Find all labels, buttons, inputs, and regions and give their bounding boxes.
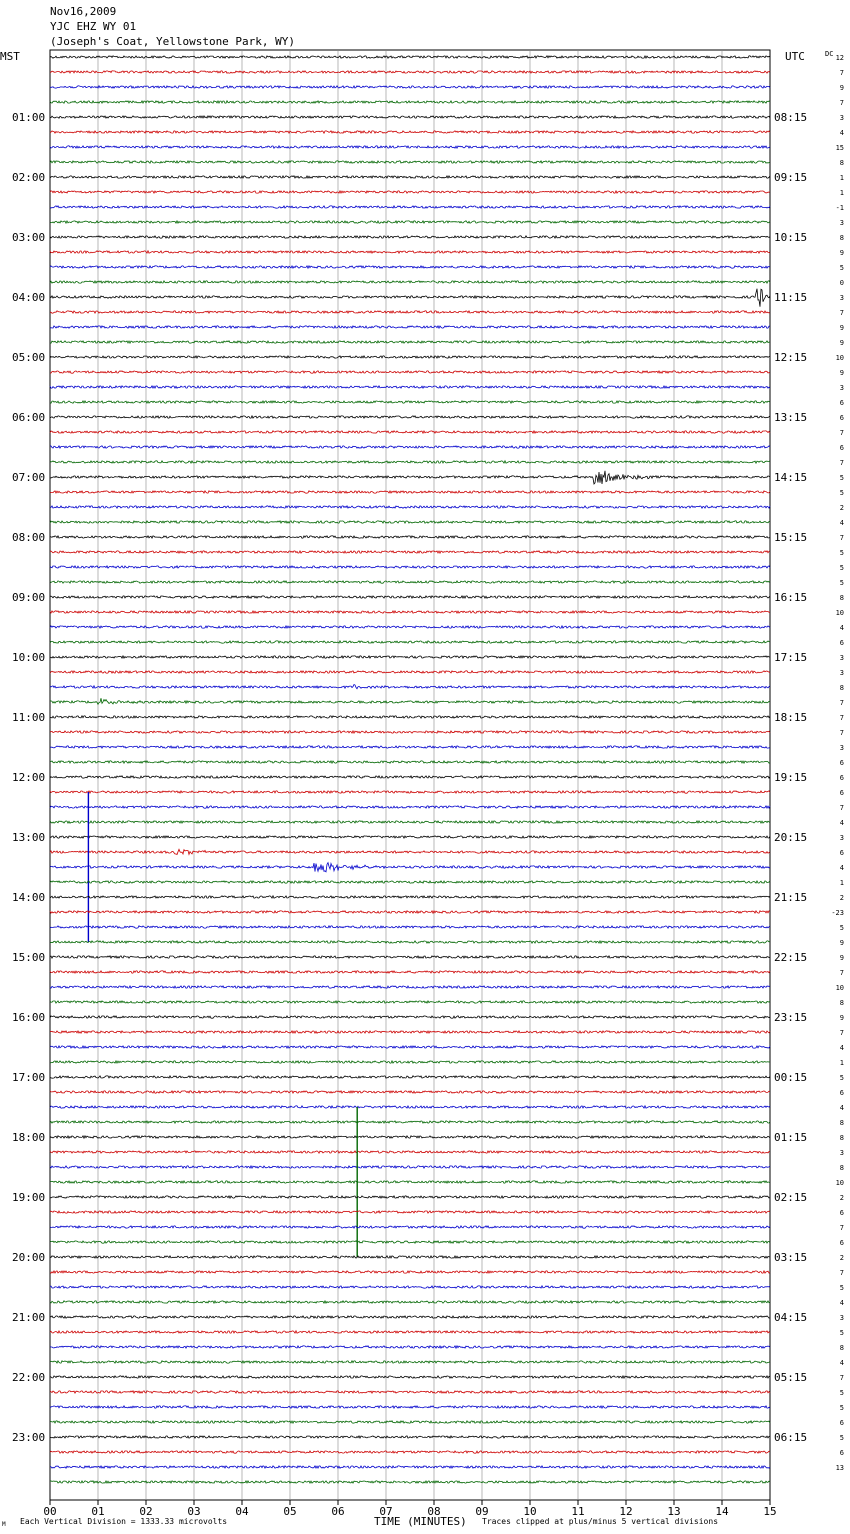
dc-offset: 6: [839, 1209, 844, 1217]
trace-92: [50, 1436, 770, 1438]
trace-9: [50, 191, 770, 193]
dc-offset: 7: [839, 1269, 844, 1277]
trace-87: [50, 1361, 770, 1363]
x-tick-label: 15: [763, 1505, 777, 1518]
x-axis-label: TIME (MINUTES): [374, 1515, 467, 1528]
dc-offset: 4: [839, 1104, 844, 1112]
x-tick-label: 10: [523, 1505, 537, 1518]
utc-hour-label: 03:15: [774, 1251, 808, 1264]
trace-77: [50, 1211, 770, 1213]
trace-94: [50, 1466, 770, 1468]
trace-28: [50, 471, 770, 484]
trace-11: [50, 221, 770, 223]
dc-offset: 12: [835, 54, 844, 62]
dc-offset: 7: [839, 699, 844, 707]
clip-note: Traces clipped at plus/minus 5 vertical divisions: [482, 1517, 719, 1526]
mst-hour-label: 19:00: [12, 1191, 46, 1204]
dc-offset: 3: [839, 384, 844, 392]
trace-6: [50, 146, 770, 148]
x-tick-label: 08: [427, 1505, 441, 1518]
trace-20: [50, 356, 770, 358]
trace-93: [50, 1451, 770, 1453]
trace-44: [50, 716, 770, 718]
utc-hour-label: 20:15: [774, 831, 808, 844]
dc-offset: 5: [839, 1074, 844, 1082]
trace-55: [50, 881, 770, 883]
utc-hour-label: 15:15: [774, 531, 808, 544]
trace-49: [50, 791, 770, 793]
utc-hour-label: 17:15: [774, 651, 808, 664]
dc-offset: 7: [839, 969, 844, 977]
dc-offset: 4: [839, 624, 844, 632]
dc-offset: 3: [839, 294, 844, 302]
dc-offset: 2: [839, 1254, 844, 1262]
dc-offset: 8: [839, 1344, 844, 1352]
trace-78: [50, 1226, 770, 1228]
dc-offset: 8: [839, 1119, 844, 1127]
trace-0: [50, 56, 770, 58]
trace-48: [50, 776, 770, 778]
dc-offset: 6: [839, 639, 844, 647]
corner-mark: M: [2, 1521, 6, 1528]
trace-14: [50, 266, 770, 268]
dc-offset: 4: [839, 1299, 844, 1307]
dc-offset: 7: [839, 69, 844, 77]
trace-52: [50, 836, 770, 838]
dc-offset: 6: [839, 759, 844, 767]
trace-29: [50, 491, 770, 493]
trace-33: [50, 551, 770, 553]
dc-offset: 5: [839, 489, 844, 497]
trace-45: [50, 731, 770, 733]
utc-hour-label: 06:15: [774, 1431, 808, 1444]
trace-51: [50, 821, 770, 823]
dc-offset: 9: [839, 954, 844, 962]
trace-1: [50, 71, 770, 73]
mst-hour-label: 16:00: [12, 1011, 46, 1024]
dc-offset: 7: [839, 459, 844, 467]
trace-23: [50, 401, 770, 403]
trace-19: [50, 341, 770, 343]
utc-hour-label: 14:15: [774, 471, 808, 484]
utc-hour-label: 02:15: [774, 1191, 808, 1204]
utc-hour-label: 19:15: [774, 771, 808, 784]
mst-hour-label: 08:00: [12, 531, 46, 544]
dc-offset: 1: [839, 1059, 844, 1067]
trace-21: [50, 371, 770, 373]
utc-hour-label: 10:15: [774, 231, 808, 244]
dc-offset: 8: [839, 234, 844, 242]
dc-offset: 4: [839, 1359, 844, 1367]
dc-offset: 5: [839, 474, 844, 482]
trace-62: [50, 986, 770, 988]
dc-offset: 3: [839, 834, 844, 842]
plot-frame: [50, 50, 770, 1500]
record-date: Nov16,2009: [50, 5, 117, 18]
utc-hour-label: 21:15: [774, 891, 808, 904]
trace-82: [50, 1286, 770, 1288]
x-tick-label: 11: [571, 1505, 585, 1518]
dc-offset: 1: [839, 189, 844, 197]
dc-offset: 5: [839, 1434, 844, 1442]
trace-56: [50, 896, 770, 898]
mst-hour-label: 13:00: [12, 831, 46, 844]
trace-36: [50, 596, 770, 598]
mst-hour-label: 21:00: [12, 1311, 46, 1324]
mst-hour-label: 15:00: [12, 951, 46, 964]
left-timezone-label: MST: [0, 50, 20, 63]
station-location: (Joseph's Coat, Yellowstone Park, WY): [50, 35, 296, 48]
dc-offset: 9: [839, 939, 844, 947]
mst-hour-label: 03:00: [12, 231, 46, 244]
dc-offset: 4: [839, 819, 844, 827]
trace-69: [50, 1091, 770, 1093]
dc-offset: 7: [839, 729, 844, 737]
trace-42: [50, 685, 770, 689]
dc-offset: 6: [839, 1239, 844, 1247]
dc-offset: 8: [839, 159, 844, 167]
dc-offset: 10: [835, 609, 844, 617]
dc-offset: 6: [839, 849, 844, 857]
dc-offset: 9: [839, 1014, 844, 1022]
mst-hour-label: 20:00: [12, 1251, 46, 1264]
x-tick-label: 02: [139, 1505, 153, 1518]
trace-8: [50, 176, 770, 178]
dc-offset: 6: [839, 399, 844, 407]
utc-hour-label: 00:15: [774, 1071, 808, 1084]
dc-offset: 10: [835, 354, 844, 362]
dc-offset: -1: [835, 204, 844, 212]
x-tick-label: 06: [331, 1505, 345, 1518]
trace-58: [50, 926, 770, 928]
trace-72: [50, 1136, 770, 1138]
utc-hour-label: 23:15: [774, 1011, 808, 1024]
trace-38: [50, 626, 770, 628]
dc-offset: 7: [839, 429, 844, 437]
mst-hour-label: 05:00: [12, 351, 46, 364]
dc-offset: 5: [839, 1389, 844, 1397]
x-tick-label: 03: [187, 1505, 201, 1518]
dc-offset: 15: [835, 144, 844, 152]
x-tick-label: 09: [475, 1505, 489, 1518]
dc-offset: 5: [839, 924, 844, 932]
dc-offset: 6: [839, 774, 844, 782]
utc-hour-label: 13:15: [774, 411, 808, 424]
dc-offset: 7: [839, 1029, 844, 1037]
x-tick-label: 01: [91, 1505, 105, 1518]
dc-offset: 10: [835, 984, 844, 992]
dc-offset: 13: [835, 1464, 844, 1472]
trace-26: [50, 446, 770, 448]
trace-54: [50, 863, 770, 872]
dc-offset: 0: [839, 279, 844, 287]
dc-offset: 4: [839, 129, 844, 137]
trace-25: [50, 431, 770, 433]
dc-offset: 7: [839, 1224, 844, 1232]
mst-hour-label: 10:00: [12, 651, 46, 664]
trace-3: [50, 101, 770, 103]
trace-83: [50, 1301, 770, 1303]
dc-offset: 3: [839, 219, 844, 227]
dc-offset: 5: [839, 564, 844, 572]
trace-46: [50, 746, 770, 748]
mst-hour-label: 18:00: [12, 1131, 46, 1144]
mst-hour-label: 22:00: [12, 1371, 46, 1384]
dc-offset: 6: [839, 1089, 844, 1097]
dc-offset: 8: [839, 594, 844, 602]
dc-offset: 7: [839, 534, 844, 542]
dc-offset: 4: [839, 1044, 844, 1052]
offset-column-label: DC: [825, 50, 834, 58]
dc-offset: 3: [839, 744, 844, 752]
dc-offset: 6: [839, 444, 844, 452]
x-tick-label: 12: [619, 1505, 633, 1518]
trace-24: [50, 416, 770, 418]
trace-79: [50, 1241, 770, 1243]
dc-offset: 4: [839, 519, 844, 527]
trace-7: [50, 161, 770, 163]
dc-offset: 5: [839, 549, 844, 557]
utc-hour-label: 12:15: [774, 351, 808, 364]
trace-73: [50, 1151, 770, 1153]
dc-offset: 3: [839, 1149, 844, 1157]
station-code: YJC EHZ WY 01: [50, 20, 137, 33]
x-tick-label: 14: [715, 1505, 729, 1518]
trace-50: [50, 806, 770, 808]
dc-offset: 2: [839, 504, 844, 512]
dc-offset: -23: [831, 909, 844, 917]
trace-90: [50, 1406, 770, 1408]
dc-offset: 9: [839, 84, 844, 92]
trace-85: [50, 1331, 770, 1333]
dc-offset: 9: [839, 339, 844, 347]
mst-hour-label: 12:00: [12, 771, 46, 784]
dc-offset: 9: [839, 324, 844, 332]
mst-hour-label: 01:00: [12, 111, 46, 124]
mst-hour-label: 07:00: [12, 471, 46, 484]
dc-offset: 9: [839, 249, 844, 257]
x-tick-label: 13: [667, 1505, 681, 1518]
trace-81: [50, 1271, 770, 1273]
trace-2: [50, 86, 770, 88]
trace-70: [50, 1106, 770, 1108]
dc-offset: 7: [839, 804, 844, 812]
trace-35: [50, 581, 770, 583]
dc-offset: 6: [839, 1449, 844, 1457]
dc-offset: 5: [839, 579, 844, 587]
trace-95: [50, 1481, 770, 1483]
trace-47: [50, 761, 770, 763]
utc-hour-label: 05:15: [774, 1371, 808, 1384]
trace-59: [50, 941, 770, 943]
trace-22: [50, 386, 770, 388]
trace-5: [50, 131, 770, 133]
mst-hour-label: 02:00: [12, 171, 46, 184]
trace-68: [50, 1076, 770, 1078]
trace-34: [50, 566, 770, 568]
trace-80: [50, 1256, 770, 1258]
trace-32: [50, 536, 770, 538]
trace-18: [50, 326, 770, 328]
trace-40: [50, 656, 770, 658]
utc-hour-label: 01:15: [774, 1131, 808, 1144]
x-tick-label: 00: [43, 1505, 57, 1518]
vertical-scale-note: Each Vertical Division = 1333.33 microvolts: [20, 1517, 228, 1526]
dc-offset: 6: [839, 1419, 844, 1427]
trace-84: [50, 1316, 770, 1318]
dc-offset: 5: [839, 264, 844, 272]
trace-39: [50, 641, 770, 643]
x-tick-label: 07: [379, 1505, 393, 1518]
mst-hour-label: 04:00: [12, 291, 46, 304]
dc-offset: 8: [839, 999, 844, 1007]
utc-hour-label: 22:15: [774, 951, 808, 964]
dc-offset: 2: [839, 894, 844, 902]
trace-66: [50, 1046, 770, 1048]
dc-offset: 5: [839, 1404, 844, 1412]
trace-88: [50, 1376, 770, 1378]
trace-91: [50, 1421, 770, 1423]
dc-offset: 6: [839, 414, 844, 422]
dc-offset: 10: [835, 1179, 844, 1187]
dc-offset: 2: [839, 1194, 844, 1202]
trace-64: [50, 1016, 770, 1018]
dc-offset: 7: [839, 309, 844, 317]
trace-30: [50, 506, 770, 508]
mst-hour-label: 14:00: [12, 891, 46, 904]
trace-13: [50, 251, 770, 253]
trace-60: [50, 956, 770, 958]
dc-offset: 6: [839, 789, 844, 797]
trace-75: [50, 1181, 770, 1183]
utc-hour-label: 16:15: [774, 591, 808, 604]
dc-offset: 8: [839, 684, 844, 692]
utc-hour-label: 18:15: [774, 711, 808, 724]
trace-63: [50, 1001, 770, 1003]
x-tick-label: 05: [283, 1505, 297, 1518]
trace-17: [50, 311, 770, 313]
utc-hour-label: 11:15: [774, 291, 808, 304]
dc-offset: 4: [839, 864, 844, 872]
right-timezone-label: UTC: [785, 50, 805, 63]
trace-31: [50, 521, 770, 523]
mst-hour-label: 17:00: [12, 1071, 46, 1084]
trace-53: [50, 849, 770, 854]
trace-67: [50, 1061, 770, 1063]
dc-offset: 7: [839, 99, 844, 107]
trace-10: [50, 206, 770, 208]
mst-hour-label: 23:00: [12, 1431, 46, 1444]
trace-16: [50, 289, 770, 307]
trace-76: [50, 1196, 770, 1198]
dc-offset: 3: [839, 1314, 844, 1322]
trace-65: [50, 1031, 770, 1033]
trace-37: [50, 611, 770, 613]
mst-hour-label: 09:00: [12, 591, 46, 604]
dc-offset: 3: [839, 654, 844, 662]
dc-offset: 9: [839, 369, 844, 377]
trace-74: [50, 1166, 770, 1168]
trace-71: [50, 1121, 770, 1123]
trace-89: [50, 1391, 770, 1393]
x-tick-label: 04: [235, 1505, 249, 1518]
trace-43: [50, 698, 770, 704]
trace-12: [50, 236, 770, 238]
dc-offset: 3: [839, 669, 844, 677]
trace-57: [50, 911, 770, 913]
trace-15: [50, 281, 770, 283]
dc-offset: 5: [839, 1284, 844, 1292]
mst-hour-label: 06:00: [12, 411, 46, 424]
trace-86: [50, 1346, 770, 1348]
dc-offset: 1: [839, 174, 844, 182]
trace-27: [50, 461, 770, 463]
utc-hour-label: 09:15: [774, 171, 808, 184]
dc-offset: 8: [839, 1164, 844, 1172]
utc-hour-label: 08:15: [774, 111, 808, 124]
mst-hour-label: 11:00: [12, 711, 46, 724]
trace-41: [50, 671, 770, 673]
trace-61: [50, 971, 770, 973]
dc-offset: 5: [839, 1329, 844, 1337]
dc-offset: 1: [839, 879, 844, 887]
dc-offset: 3: [839, 114, 844, 122]
utc-hour-label: 04:15: [774, 1311, 808, 1324]
dc-offset: 7: [839, 714, 844, 722]
dc-offset: 8: [839, 1134, 844, 1142]
trace-4: [50, 116, 770, 118]
dc-offset: 7: [839, 1374, 844, 1382]
